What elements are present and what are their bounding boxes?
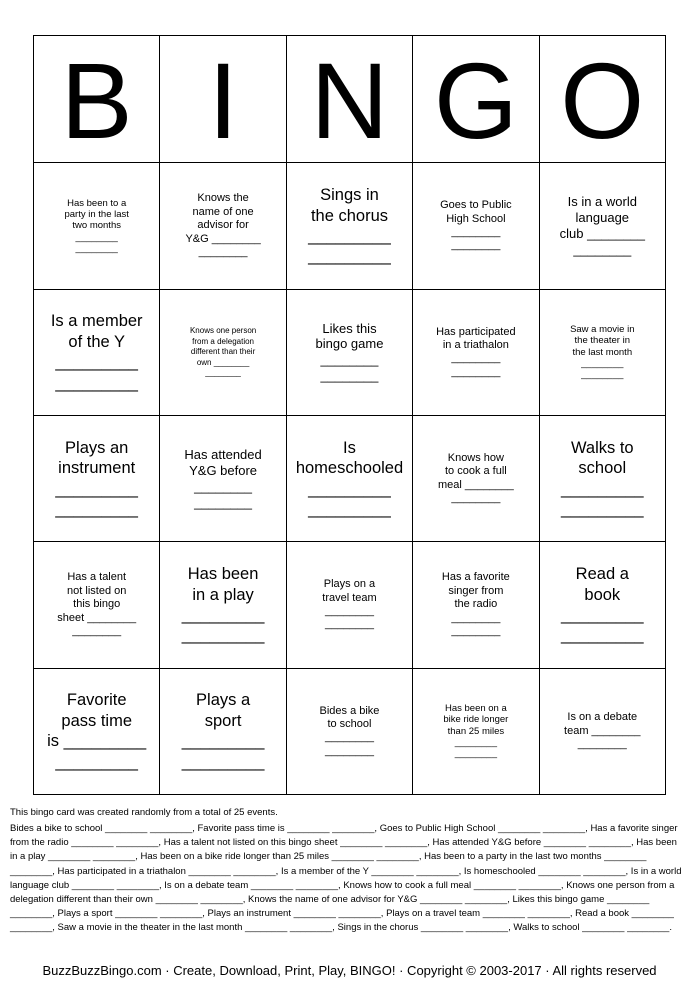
bingo-cell: [160, 163, 286, 289]
bingo-cell-text: Is in a world language club ________ ________: [559, 194, 645, 257]
header-letter: O: [560, 40, 645, 162]
bingo-cell: [539, 415, 665, 541]
bingo-grid: [34, 36, 666, 795]
bingo-row: [34, 415, 666, 541]
bingo-cell-text: Favorite pass time is _________ _________: [47, 691, 147, 771]
bingo-row: [34, 289, 666, 415]
bingo-cell: [34, 542, 160, 668]
bingo-cell-text: Has been in a play _________ _________: [181, 565, 265, 645]
header-letter: G: [433, 40, 518, 162]
header-cell-b: [34, 36, 160, 163]
bingo-cell-text: Plays on a travel team ________ ________: [322, 578, 377, 631]
bingo-cell: [539, 668, 665, 794]
bingo-cell: [286, 163, 412, 289]
header-letter: I: [208, 40, 239, 162]
bingo-cell-text: Is homeschooled _________ _________: [295, 438, 404, 519]
bingo-cell: [160, 289, 286, 415]
header-cell-o: [539, 36, 665, 163]
header-cell-g: [413, 36, 539, 163]
bingo-cell: [34, 163, 160, 289]
header-letter: B: [60, 40, 133, 162]
bingo-cell-text: Is a member of the Y _________ _________: [50, 312, 143, 392]
bingo-cell-text: Has participated in a triathalon ________ ________: [436, 325, 516, 378]
bingo-row: [34, 542, 666, 668]
bingo-cell: [539, 289, 665, 415]
bingo-cell-text: Has a talent not listed on this bingo sheet ________ ________: [57, 571, 137, 638]
header-letter: N: [310, 40, 389, 162]
bingo-row: [34, 163, 666, 289]
footer-events-list: Bides a bike to school ________ ________, Favorite pass time is ________ ________, Goes to Public High School ________ ________, Has a favorite singer from the radio ________ ________, Has a talent not listed on this bingo sheet ________ ________, Has attended Y&G before ________ ________, Has been in a play ________ ________, Has been on a bike ride longer than 25 miles ________ ________, Has been to a party in the last two months ________ ________, Has participated in a triathalon ________ ________, Is a member of the Y ________ ________, Is homeschooled ________ ________, Is in a world language club ________ ________, Is on a debate team ________ ________, Knows how to cook a full meal ________ ________, Knows one person from a delegation different than their own ________ ________, Knows the name of one advisor for Y&G ________ ________, Likes this bingo game ________ ________, Plays a sport ________ ________, Plays an instrument ________ ________, Plays on a travel team ________ ________, Read a book ________ ________, Saw a movie in the theater in the last month ________ ________, Sings in the chorus ________ ________, Walks to school ________ ________.: [10, 823, 682, 934]
bingo-cell: [413, 289, 539, 415]
bingo-cell: [413, 163, 539, 289]
footer-intro: This bingo card was created randomly from a total of 25 events.: [10, 807, 278, 818]
bingo-cell-text: Knows how to cook a full meal ________ ________: [437, 451, 514, 505]
bingo-cell: [413, 415, 539, 541]
footer-credit: BuzzBuzzBingo.com · Create, Download, Print, Play, BINGO! · Copyright © 2003-2017 · All rights reserved: [42, 963, 657, 978]
header-cell-i: [160, 36, 286, 163]
bingo-cell: [286, 289, 412, 415]
bingo-cell: [539, 542, 665, 668]
bingo-cell-text: Has been to a party in the last two months ________ ________: [64, 197, 129, 255]
bingo-cell-text: Plays a sport _________ _________: [181, 691, 265, 771]
bingo-cell: [34, 668, 160, 794]
bingo-cell-text: Saw a movie in the theater in the last month ________ ________: [570, 323, 635, 381]
bingo-cell-text: Likes this bingo game ________ ________: [315, 320, 384, 384]
bingo-cell: [160, 668, 286, 794]
bingo-cell-text: Sings in the chorus _________ _________: [308, 186, 391, 266]
bingo-cell: [160, 542, 286, 668]
bingo-cell-text: Knows the name of one advisor for Y&G ________ ________: [185, 192, 261, 259]
bingo-cell-text: Is on a debate team ________ ________: [564, 711, 641, 751]
bingo-cell: [286, 542, 412, 668]
bingo-cell: [539, 163, 665, 289]
bingo-card: [33, 35, 666, 795]
bingo-cell-text: Bides a bike to school ________ ________: [319, 704, 380, 757]
bingo-cell: [34, 289, 160, 415]
bingo-cell-text: Knows one person from a delegation different than their own ________ ________: [189, 326, 257, 377]
bingo-header-row: [34, 36, 666, 163]
bingo-cell-text: Read a book _________ _________: [560, 565, 644, 645]
bingo-cell: [413, 542, 539, 668]
bingo-cell-text: Walks to school _________ _________: [560, 438, 644, 519]
bingo-cell-text: Has a favorite singer from the radio ________ ________: [441, 571, 510, 638]
bingo-cell: [413, 668, 539, 794]
bingo-row: [34, 668, 666, 794]
header-cell-n: [286, 36, 412, 163]
bingo-cell: [34, 415, 160, 541]
bingo-cell-text: Goes to Public High School ________ ________: [440, 199, 512, 252]
bingo-cell-text: Has attended Y&G before ________ ________: [184, 446, 262, 510]
bingo-cell-text: Plays an instrument _________ _________: [55, 438, 138, 519]
bingo-cell: [286, 668, 412, 794]
bingo-cell-text: Has been on a bike ride longer than 25 miles ________ ________: [443, 702, 509, 760]
bingo-cell: [160, 415, 286, 541]
bingo-cell: [286, 415, 412, 541]
